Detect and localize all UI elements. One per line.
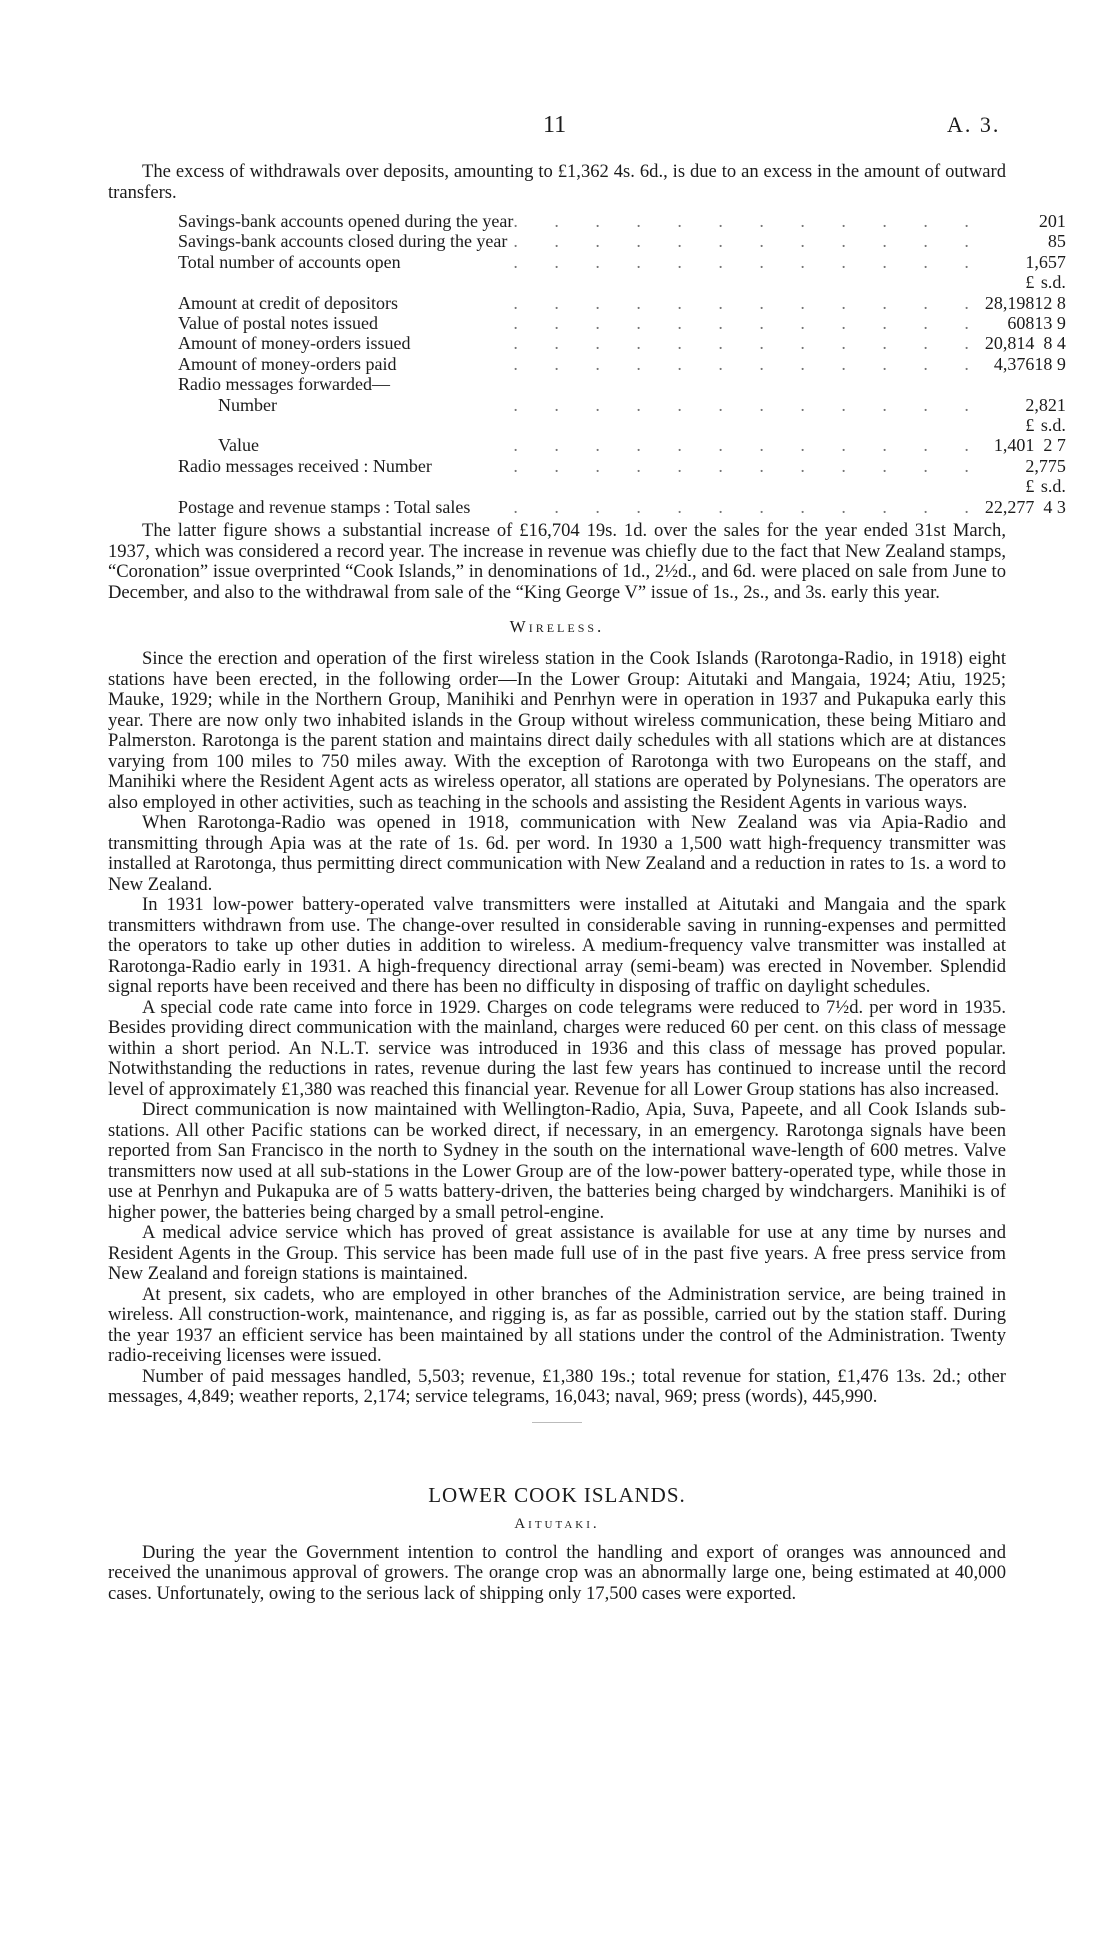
wireless-paragraph: When Rarotonga-Radio was opened in 1918, communication with New Zealand was via Apia-Radio and transmitting through Apia was at the rate of 1s. 6d. per word. In 1930 a 1,500 watt high-frequency transmitter was installed at Rarotonga, thus permitting direct communication with New Zealand and a reduction in rates to 1s. a word to New Zealand.: [108, 812, 1006, 895]
stat-label: Radio messages received : Number: [178, 455, 432, 476]
stat-value: 1,657: [1025, 251, 1066, 272]
lower-cook-islands-heading: LOWER COOK ISLANDS.: [428, 1482, 686, 1507]
pound-unit: £: [1025, 272, 1035, 293]
stat-label: Savings-bank accounts closed during the year: [178, 231, 508, 252]
intro-paragraph: The excess of withdrawals over deposits, amounting to £1,362 4s. 6d., is due to an excess in the amount of outward transfers.: [108, 161, 1006, 203]
stat-label: Radio messages forwarded—: [178, 374, 390, 395]
stat-row-radio-number: Number . . . . . . . . . . . . 2,821: [178, 395, 1066, 415]
stat-row-radio-received: Radio messages received : Number . . . . . . . . . . . . 2,775: [178, 455, 1066, 476]
aitutaki-subheading: Aitutaki.: [514, 1515, 600, 1532]
stat-row-savings-closed: Savings-bank accounts closed during the year . . . . . . . . . . . . 85: [178, 231, 1066, 252]
pound-unit: £: [1025, 476, 1035, 497]
stat-shillings: 18: [1034, 353, 1053, 374]
wireless-paragraph: Since the erection and operation of the first wireless station in the Cook Islands (Rarotonga-Radio, in 1918) eight stations have been erected, in the following order—In the Lower Group: Aitutaki and Mangaia, 1924; Atiu, 1925; Mauke, 1929; while in the Northern Group, Manihiki and Penrhyn were in operation in 1937 and Pukapuka early this year. There are now only two inhabited islands in the Group without wireless communication, these being Mitiaro and Palmerston. Rarotonga is the parent station and maintains direct daily schedules with all stations which are at distances varying from 100 miles to 750 miles away. With the exception of Rarotonga with two Europeans on the staff, and Manihiki where the Resident Agent acts as wireless operator, all stations are operated by Polynesians. The operators are also employed in other activities, such as teaching in the schools and assisting the Resident Agents in various ways.: [108, 648, 1006, 813]
shilling-unit: s.: [1040, 476, 1053, 497]
wireless-paragraph: A special code rate came into force in 1929. Charges on code telegrams were reduced to 7½d. per word in 1935. Besides providing direct communication with the mainland, charges were reduced 60 per cent. on this class of message within a short period. An N.L.T. service was introduced in 1936 and this class of message has proved popular. Notwithstanding the reductions in rates, revenue during the last few years has continued to increase until the record level of approximately £1,380 was reached this financial year. Revenue for all Lower Group stations has also increased.: [108, 996, 1006, 1100]
stat-pence: 9: [1056, 353, 1066, 374]
stat-row-postal-notes: Value of postal notes issued . . . . . . . . . . . . 608 13 9: [178, 313, 1066, 334]
stat-label: Amount of money-orders paid: [178, 353, 397, 374]
aitutaki-paragraph: During the year the Government intention to control the handling and export of oranges was announced and received the unanimous approval of growers. The orange crop was an abnormally large one, being estimated at 40,000 cases. Unfortunately, owing to the serious lack of shipping only 17,500 cases were exported.: [108, 1541, 1006, 1604]
stat-label: Amount of money-orders issued: [178, 333, 411, 354]
wireless-paragraph: At present, six cadets, who are employed in other branches of the Administration service, are being trained in wireless. All construction-work, maintenance, and rigging is, as far as possible, carried out by the station staff. During the year 1937 an efficient service has been maintained by all stations under the control of the Administration. Twenty radio-receiving licenses were issued.: [108, 1283, 1006, 1367]
pence-unit: d.: [1052, 272, 1066, 293]
stat-pence: 3: [1056, 496, 1066, 517]
stat-value: 85: [1047, 231, 1066, 252]
stat-row-stamps: Postage and revenue stamps : Total sales . . . . . . . . . . . . 22,277 4 3: [178, 496, 1066, 517]
page-number: 11: [543, 112, 567, 138]
wireless-paragraph: In 1931 low-power battery-operated valve transmitters were installed at Aitutaki and Mangaia and the spark transmitters withdrawn from use. The change-over resulted in considerable saving in running-expenses and permitted the operators to take up other duties in addition to wireless. A medium-frequency valve transmitter was installed at Rarotonga-Radio early in 1931. A high-frequency directional array (semi-beam) was erected in November. Splendid signal reports have been received and there has been no difficulty in disposing of traffic on daylight schedules.: [108, 894, 1006, 998]
wireless-paragraph: A medical advice service which has proved of great assistance is available for use at any time by nurses and Resident Agents in the Group. This service has been made full use of in the past five years. A free press service from New Zealand and foreign stations is maintained.: [108, 1222, 1006, 1285]
stat-label: Amount at credit of depositors: [178, 292, 398, 313]
stat-label: Value of postal notes issued: [178, 313, 378, 334]
stat-shillings: 8: [1043, 333, 1053, 354]
stat-pounds: 22,277: [984, 496, 1035, 517]
pence-unit: d.: [1052, 476, 1066, 497]
stat-label: Total number of accounts open: [178, 251, 401, 272]
statistics-table: [178, 211, 1066, 517]
shilling-unit: s.: [1040, 415, 1053, 436]
section-divider: [532, 1422, 582, 1423]
wireless-heading: Wireless.: [509, 617, 605, 637]
stat-label: Postage and revenue stamps : Total sales: [178, 496, 471, 517]
stat-value: 201: [1038, 211, 1066, 231]
stat-pence: 4: [1056, 333, 1066, 354]
unit-header-row: [178, 415, 1066, 435]
pound-unit: £: [1025, 415, 1035, 436]
stamps-note-paragraph: The latter figure shows a substantial increase of £16,704 19s. 1d. over the sales for the year ended 31st March, 1937, which was considered a record year. The increase in revenue was chiefly due to the fact that New Zealand stamps, “Coronation” issue overprinted “Cook Islands,” in denominations of 1d., 2½d., and 6d. were placed on sale from June to December, and also to the withdrawal from sale of the “King George V” issue of 1s., 2s., and 3s. early this year.: [108, 520, 1006, 603]
pence-unit: d.: [1052, 415, 1066, 436]
stat-pounds: 4,376: [993, 353, 1035, 374]
stat-row-total-accounts: Total number of accounts open . . . . . . . . . . . . 1,657: [178, 251, 1066, 272]
stat-pounds: 20,814: [984, 333, 1035, 354]
stat-row-savings-opened: Savings-bank accounts opened during the year . . . . . . . . . . . . 201: [178, 211, 1066, 231]
stat-shillings: 12: [1034, 292, 1053, 313]
stat-shillings: 4: [1043, 496, 1053, 517]
stat-row-money-orders-paid: Amount of money-orders paid . . . . . . . . . . . . 4,376 18 9: [178, 353, 1066, 374]
unit-header-row: [178, 476, 1066, 496]
stat-label: Number: [218, 394, 277, 415]
stat-pence: 7: [1056, 435, 1066, 456]
page-reference: A. 3.: [947, 112, 1001, 137]
stat-label: Savings-bank accounts opened during the year: [178, 211, 514, 231]
shilling-unit: s.: [1040, 272, 1053, 293]
stat-pounds: 608: [1007, 313, 1035, 334]
stat-row-radio-value: Value . . . . . . . . . . . . 1,401 2 7: [178, 435, 1066, 455]
stat-pence: 9: [1056, 313, 1066, 334]
stat-pounds: 1,401: [993, 435, 1035, 456]
stat-row-radio-forwarded: [178, 374, 1066, 394]
stat-value: 2,821: [1025, 394, 1066, 415]
stat-value: 2,775: [1025, 455, 1066, 476]
unit-header-row: [178, 272, 1066, 292]
wireless-paragraph: Number of paid messages handled, 5,503; revenue, £1,380 19s.; total revenue for station, £1,476 13s. 2d.; other messages, 4,849; weather reports, 2,174; service telegrams, 16,043; naval, 969; press (words), 445,990.: [108, 1365, 1006, 1408]
stat-pence: 8: [1056, 292, 1066, 313]
stat-shillings: 2: [1043, 435, 1053, 456]
stat-shillings: 13: [1034, 313, 1053, 334]
stat-pounds: 28,198: [984, 292, 1035, 313]
stat-row-amount-credit: Amount at credit of depositors . . . . . . . . . . . . 28,198 12 8: [178, 292, 1066, 313]
document-body: [108, 161, 1066, 1604]
stat-row-money-orders-issued: Amount of money-orders issued . . . . . . . . . . . . 20,814 8 4: [178, 333, 1066, 354]
wireless-paragraph: Direct communication is now maintained with Wellington-Radio, Apia, Suva, Papeete, and all Cook Islands sub-stations. All other Pacific stations can be worked direct, if necessary, in an emergency. Rarotonga signals have been reported from San Francisco in the north to Sydney in the south on the international wave-length of 600 metres. Valve transmitters now used at all sub-stations in the Lower Group are of the low-power battery-operated type, while those in use at Penrhyn and Pukapuka are of 5 watts battery-driven, the batteries being charged by windchargers. Manihiki is of higher power, the batteries being charged by a small petrol-engine.: [108, 1099, 1006, 1223]
stat-label: Value: [218, 435, 259, 456]
